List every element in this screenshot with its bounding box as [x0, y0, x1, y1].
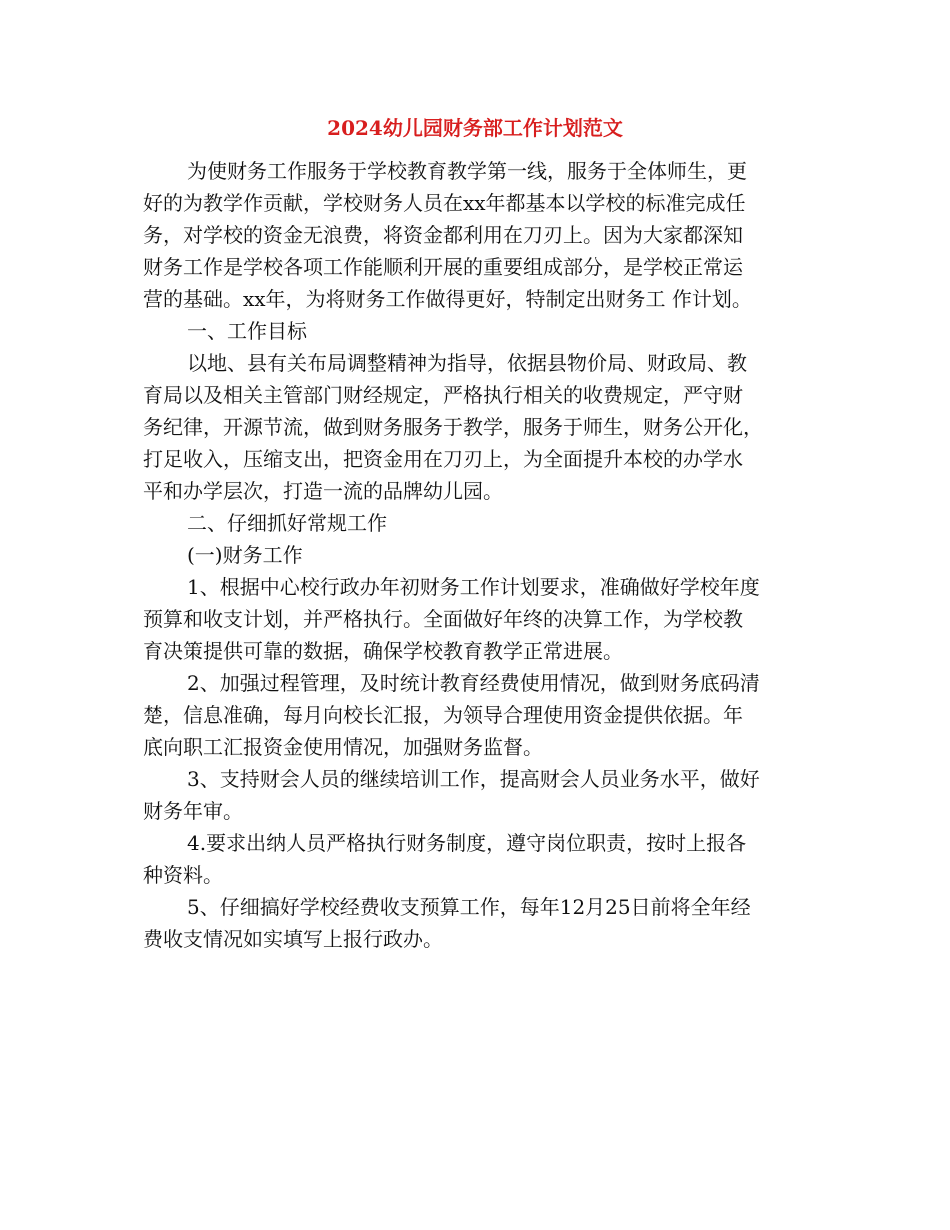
text-line: 好的为教学作贡献，学校财务人员在xx年都基本以学校的标准完成任 — [143, 191, 746, 215]
section-heading-routine-work — [143, 507, 809, 539]
text-line: 3、支持财会人员的继续培训工作，提高财会人员业务水平，做好 — [187, 767, 760, 791]
text-line: 育决策提供可靠的数据，确保学校教育教学正常进展。 — [143, 639, 623, 663]
text-line: 财务工作是学校各项工作能顺利开展的重要组成部分，是学校正常运 — [143, 255, 743, 279]
text-line: 1、根据中心校行政办年初财务工作计划要求，准确做好学校年度 — [187, 575, 760, 599]
document-body — [143, 155, 809, 955]
paragraph-work-goals — [143, 347, 809, 507]
text-line: 种资料。 — [143, 863, 223, 887]
section-heading-work-goals — [143, 315, 809, 347]
text-line: 育局以及相关主管部门财经规定，严格执行相关的收费规定，严守财 — [143, 383, 743, 407]
text-line: 平和办学层次，打造一流的品牌幼儿园。 — [143, 479, 503, 503]
text-line: 打足收入，压缩支出，把资金用在刀刃上，为全面提升本校的办学水 — [143, 447, 743, 471]
text-line: 5、仔细搞好学校经费收支预算工作，每年12月25日前将全年经 — [187, 895, 751, 919]
text-line: 务纪律，开源节流，做到财务服务于教学，服务于师生，财务公开化， — [143, 415, 763, 439]
document-title: 2024幼儿园财务部工作计划范文 — [327, 116, 623, 140]
paragraph-item-1 — [143, 571, 809, 667]
text-line: (一)财务工作 — [187, 543, 303, 567]
paragraph-intro — [143, 155, 809, 315]
text-line: 务，对学校的资金无浪费，将资金都利用在刀刃上。因为大家都深知 — [143, 223, 743, 247]
paragraph-item-2 — [143, 667, 809, 763]
text-line: 为使财务工作服务于学校教育教学第一线，服务于全体师生，更 — [187, 159, 747, 183]
paragraph-item-4 — [143, 827, 809, 891]
text-line: 底向职工汇报资金使用情况，加强财务监督。 — [143, 735, 543, 759]
paragraph-item-3 — [143, 763, 809, 827]
text-line: 财务年审。 — [143, 799, 243, 823]
text-line: 4.要求出纳人员严格执行财务制度，遵守岗位职责，按时上报各 — [187, 831, 747, 855]
text-line: 预算和收支计划，并严格执行。全面做好年终的决算工作，为学校教 — [143, 607, 743, 631]
text-line: 一、工作目标 — [187, 319, 307, 343]
subsection-heading-finance — [143, 539, 809, 571]
text-line: 楚，信息准确，每月向校长汇报，为领导合理使用资金提供依据。年 — [143, 703, 743, 727]
text-line: 以地、县有关布局调整精神为指导，依据县物价局、财政局、教 — [187, 351, 747, 375]
text-line: 二、仔细抓好常规工作 — [187, 511, 387, 535]
paragraph-item-5 — [143, 891, 809, 955]
text-line: 营的基础。xx年，为将财务工作做得更好，特制定出财务工 作计划。 — [143, 287, 752, 311]
text-line: 2、加强过程管理，及时统计教育经费使用情况，做到财务底码清 — [187, 671, 760, 695]
text-line: 费收支情况如实填写上报行政办。 — [143, 927, 443, 951]
